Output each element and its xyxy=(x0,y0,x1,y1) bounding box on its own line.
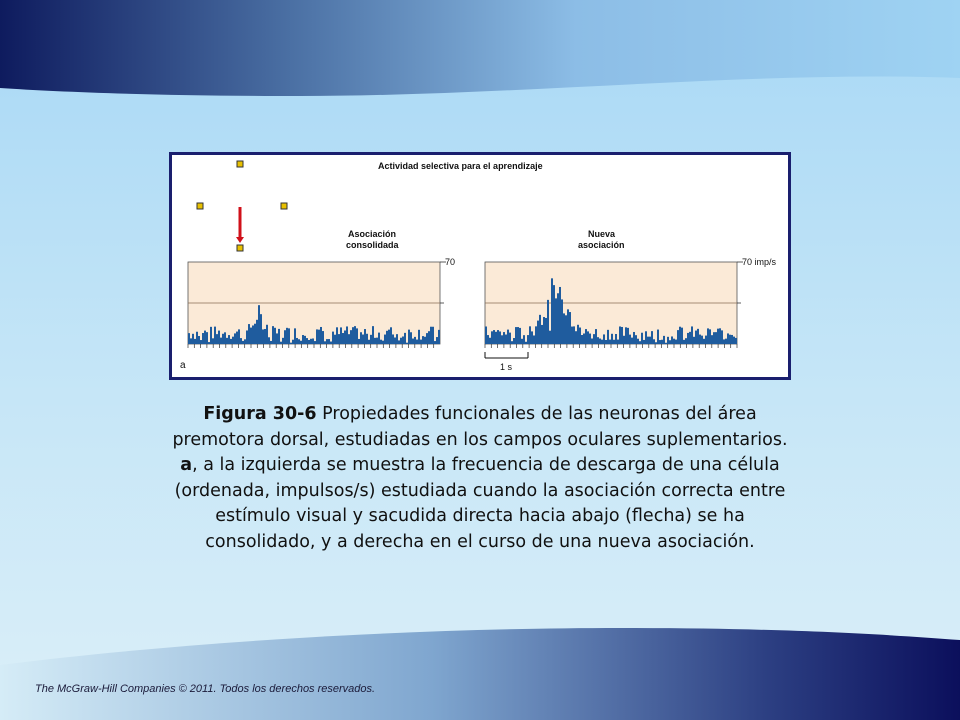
histogram-bar xyxy=(549,331,551,344)
histogram-bar xyxy=(713,332,715,344)
histogram-bar xyxy=(346,326,348,344)
histogram-bar xyxy=(400,338,402,344)
histogram-bar xyxy=(192,334,194,344)
histogram-bar xyxy=(252,325,254,344)
histogram-bar xyxy=(537,321,539,344)
histogram-bar xyxy=(489,338,491,344)
histogram-bar xyxy=(190,338,192,344)
histogram-bar xyxy=(270,341,272,344)
histogram-bar xyxy=(661,340,663,344)
histogram-bar xyxy=(523,335,525,344)
histogram-bar xyxy=(627,328,629,344)
histogram-bar xyxy=(501,335,503,344)
histogram-bar xyxy=(306,338,308,344)
histogram-bar xyxy=(709,329,711,344)
histogram-bar xyxy=(316,329,318,344)
histogram-bar xyxy=(268,337,270,344)
histogram-bar xyxy=(585,329,587,344)
histogram-bar xyxy=(659,340,661,344)
histogram-bar xyxy=(416,340,418,344)
histogram-bar xyxy=(705,336,707,344)
histogram-bar xyxy=(677,330,679,344)
histogram-bar xyxy=(328,339,330,344)
histogram-bar xyxy=(342,333,344,344)
histogram-bar xyxy=(222,334,224,344)
histogram-bar xyxy=(687,333,689,344)
histogram-bar xyxy=(603,334,605,344)
histogram-bar xyxy=(378,333,380,344)
histogram-bar xyxy=(332,332,334,344)
histogram-bar xyxy=(611,334,613,344)
histogram-bar xyxy=(657,330,659,344)
histogram-bar xyxy=(715,332,717,344)
histogram-bar xyxy=(278,329,280,344)
histogram-bar xyxy=(541,325,543,344)
histogram-bar xyxy=(497,330,499,344)
histogram-bar xyxy=(649,337,651,344)
figure-title: Actividad selectiva para el aprendizaje xyxy=(378,161,543,171)
histogram-bar xyxy=(683,340,685,344)
histogram-bar xyxy=(290,343,292,344)
histogram-bar xyxy=(398,340,400,344)
histogram-bar xyxy=(539,315,541,344)
histogram-bar xyxy=(338,334,340,344)
histogram-bar xyxy=(216,334,218,344)
histogram-bar xyxy=(519,328,521,344)
copyright-footer: The McGraw-Hill Companies © 2011. Todos los derechos reservados. xyxy=(35,683,376,695)
histogram-bar xyxy=(294,328,296,344)
histogram-bar xyxy=(224,332,226,344)
histogram-bar xyxy=(587,331,589,344)
histogram-bar xyxy=(366,334,368,344)
histogram-bar xyxy=(495,332,497,344)
target-left-icon xyxy=(197,203,203,209)
histogram-bar xyxy=(376,338,378,344)
target-right-icon xyxy=(281,203,287,209)
histogram-bar xyxy=(232,337,234,344)
histogram-bar xyxy=(599,339,601,344)
histogram-bar xyxy=(282,338,284,344)
histogram-bar xyxy=(336,327,338,344)
histogram-bar xyxy=(655,342,657,344)
histogram-bar xyxy=(424,337,426,344)
histogram-bar xyxy=(727,333,729,344)
histogram-bar xyxy=(733,337,735,344)
histogram-bar xyxy=(629,335,631,344)
histogram-bar xyxy=(615,334,617,344)
histogram-bar xyxy=(563,313,565,344)
histogram-bar xyxy=(493,330,495,344)
histogram-bar xyxy=(426,333,428,344)
left-label-1: Asociación xyxy=(348,229,397,239)
histogram-bar xyxy=(721,330,723,344)
histogram-bar xyxy=(725,339,727,344)
histogram-bar xyxy=(503,332,505,344)
histogram-bar xyxy=(228,335,230,344)
histogram-bar xyxy=(667,337,669,344)
histogram-bar xyxy=(515,327,517,344)
histogram-bar xyxy=(533,335,535,344)
histogram-bar xyxy=(691,326,693,344)
histogram-bar xyxy=(410,332,412,344)
histogram-bar xyxy=(613,340,615,344)
histogram-bar xyxy=(354,326,356,344)
histogram-bar xyxy=(360,332,362,344)
time-ticks xyxy=(188,344,737,348)
neuron-histogram-figure xyxy=(172,155,788,377)
histogram-bar xyxy=(517,327,519,344)
histogram-bar xyxy=(358,339,360,344)
histogram-bar xyxy=(412,339,414,344)
histogram-bar xyxy=(382,341,384,344)
histogram-bar xyxy=(573,326,575,344)
histogram-bar xyxy=(296,338,298,344)
histogram-bar xyxy=(735,338,737,344)
histogram-bar xyxy=(491,331,493,344)
histogram-bar xyxy=(565,315,567,344)
histogram-bar xyxy=(693,337,695,344)
histogram-bar xyxy=(653,339,655,344)
histogram-bar xyxy=(214,327,216,344)
histogram-bar xyxy=(246,330,248,344)
histogram-bar xyxy=(607,330,609,344)
histogram-bar xyxy=(663,336,665,344)
histogram-bar xyxy=(334,335,336,344)
histogram-bar xyxy=(707,328,709,344)
histogram-bar xyxy=(569,312,571,344)
histogram-bar xyxy=(284,330,286,344)
histogram-bar xyxy=(521,339,523,344)
histogram-bar xyxy=(595,329,597,344)
histogram-bar xyxy=(703,339,705,344)
histogram-bar xyxy=(372,326,374,344)
histogram-bar xyxy=(368,340,370,344)
histogram-bar xyxy=(621,327,623,344)
histogram-bar xyxy=(390,327,392,344)
right-label-2: asociación xyxy=(578,240,625,250)
histogram-bar xyxy=(555,298,557,344)
histogram-bar xyxy=(641,333,643,344)
histogram-bar xyxy=(593,334,595,344)
histogram-bar xyxy=(695,331,697,344)
histogram-bar xyxy=(645,331,647,344)
histogram-bar xyxy=(200,340,202,344)
histogram-bar xyxy=(348,334,350,344)
caption-text-2: , a la izquierda se muestra la frecuencia de descarga de una célula (ordenada, impulsos/s) estudiada cuando la asociación correcta entre estímulo visual y sacudida directa hacia abajo (flecha) se ha consolidado, y a derecha en el curso de una nueva asociación. xyxy=(174,455,786,552)
histogram-bar xyxy=(264,329,266,344)
histogram-bar xyxy=(212,338,214,344)
histogram-bar xyxy=(434,341,436,344)
histogram-bar xyxy=(238,329,240,344)
histogram-bar xyxy=(204,331,206,344)
histogram-bar xyxy=(260,314,262,344)
histogram-bar xyxy=(248,324,250,344)
histogram-bar xyxy=(194,339,196,344)
histogram-bar xyxy=(513,338,515,344)
histogram-bar xyxy=(300,341,302,344)
histogram-bar xyxy=(631,338,633,344)
histogram-bar xyxy=(188,333,190,344)
histogram-bar xyxy=(579,328,581,344)
histogram-bar xyxy=(322,331,324,344)
histogram-bar xyxy=(583,333,585,344)
histogram-bar xyxy=(719,328,721,344)
histogram-bar xyxy=(597,337,599,344)
histogram-bar xyxy=(637,339,639,344)
histogram-bar xyxy=(202,333,204,344)
histogram-bar xyxy=(388,330,390,344)
histogram-bar xyxy=(589,334,591,344)
histogram-bar xyxy=(274,328,276,344)
histogram-bar xyxy=(242,341,244,344)
histogram-bar xyxy=(671,336,673,344)
histogram-bar xyxy=(280,342,282,344)
histogram-bar xyxy=(230,339,232,344)
histogram-bar xyxy=(697,329,699,344)
histogram-bar xyxy=(254,324,256,344)
histogram-bar xyxy=(701,336,703,344)
figure-caption xyxy=(168,402,792,556)
histogram-bar xyxy=(420,340,422,344)
histogram-bar xyxy=(669,340,671,344)
histogram-bar xyxy=(402,336,404,344)
histogram-bar xyxy=(312,338,314,344)
histogram-bar xyxy=(380,340,382,344)
histogram-bar xyxy=(577,325,579,344)
histogram-bar xyxy=(206,332,208,344)
histogram-bar xyxy=(591,339,593,344)
left-label-2: consolidada xyxy=(346,240,399,250)
histogram-bar xyxy=(633,332,635,344)
histogram-bar xyxy=(545,318,547,344)
histogram-bar xyxy=(651,331,653,344)
histogram-bar xyxy=(330,342,332,344)
histogram-bar xyxy=(679,327,681,344)
histogram-bar xyxy=(262,329,264,344)
histogram-bar xyxy=(609,340,611,344)
histogram-bar xyxy=(717,329,719,344)
histogram-bar xyxy=(432,327,434,344)
right-label-1: Nueva xyxy=(588,229,616,239)
histogram-bar xyxy=(220,338,222,344)
histogram-bar xyxy=(681,328,683,344)
histogram-bar xyxy=(198,336,200,344)
histogram-bar xyxy=(557,293,559,344)
histogram-bar xyxy=(699,335,701,344)
histogram-bar xyxy=(527,335,529,344)
histogram-bar xyxy=(286,328,288,344)
right-scale-label: 70 imp/s xyxy=(742,257,777,267)
panel-letter: a xyxy=(180,360,186,371)
histogram-bar xyxy=(675,340,677,344)
histogram-bar xyxy=(392,334,394,344)
histogram-bar xyxy=(340,327,342,344)
histogram-bar xyxy=(356,328,358,344)
histogram-bar xyxy=(511,341,513,344)
histogram-bar xyxy=(318,330,320,344)
histogram-bar xyxy=(485,326,487,344)
histogram-bar xyxy=(326,339,328,344)
histogram-bar xyxy=(543,317,545,344)
histogram-bar xyxy=(575,331,577,344)
histogram-bar xyxy=(308,340,310,344)
histogram-bar xyxy=(350,330,352,344)
figure-panel xyxy=(169,152,791,380)
histogram-bar xyxy=(665,343,667,344)
histogram-bar xyxy=(619,326,621,344)
histogram-bar xyxy=(314,341,316,344)
histogram-bar xyxy=(364,329,366,344)
histogram-bar xyxy=(561,299,563,344)
histogram-bar xyxy=(635,335,637,344)
histogram-bar xyxy=(344,331,346,344)
histogram-bar xyxy=(647,337,649,344)
histogram-bar xyxy=(731,335,733,344)
caption-figure-label: Figura 30-6 xyxy=(203,404,317,424)
histogram-bar xyxy=(509,333,511,344)
histogram-bar xyxy=(601,340,603,344)
left-scale-label: 70 xyxy=(445,257,456,267)
histogram-bar xyxy=(689,332,691,344)
caption-panel-ref: a xyxy=(180,455,193,476)
histogram-bar xyxy=(396,334,398,344)
histogram-bar xyxy=(208,342,210,344)
histogram-bar xyxy=(639,341,641,344)
caption-text-1: Propiedades funcionales de las neuronas del área premotora dorsal, estudiadas en los campos oculares suplementarios. xyxy=(172,404,788,450)
histogram-bar xyxy=(673,339,675,344)
histogram-bar xyxy=(272,326,274,344)
histogram-bar xyxy=(310,339,312,344)
histogram-bar xyxy=(292,340,294,344)
histogram-bar xyxy=(605,340,607,344)
histogram-bar xyxy=(505,335,507,344)
histogram-bar xyxy=(567,309,569,344)
histogram-bar xyxy=(581,335,583,344)
histogram-bar xyxy=(384,335,386,344)
histogram-bar xyxy=(507,330,509,344)
histogram-bar xyxy=(531,331,533,344)
histogram-bar xyxy=(430,327,432,344)
histogram-bar xyxy=(250,328,252,344)
histogram-bar xyxy=(428,331,430,344)
histogram-bar xyxy=(256,320,258,344)
histogram-bar xyxy=(553,285,555,344)
target-top-icon xyxy=(237,161,243,167)
histogram-bar xyxy=(499,331,501,344)
histogram-bar xyxy=(525,342,527,344)
histogram-bar xyxy=(258,305,260,344)
histogram-bar xyxy=(406,343,408,344)
histogram-bar xyxy=(723,339,725,344)
histogram-bar xyxy=(559,287,561,344)
histogram-bar xyxy=(414,337,416,344)
histogram-bar xyxy=(298,339,300,344)
histogram-bar xyxy=(236,332,238,344)
histogram-bar xyxy=(404,333,406,344)
histogram-bar xyxy=(729,335,731,344)
histogram-bar xyxy=(438,330,440,344)
histogram-bar xyxy=(302,335,304,344)
histogram-bar xyxy=(394,338,396,344)
histogram-bar xyxy=(623,336,625,344)
histogram-bar xyxy=(685,338,687,344)
histogram-bar xyxy=(374,338,376,344)
histogram-bar xyxy=(436,337,438,344)
histogram-bar xyxy=(218,331,220,344)
histogram-bar xyxy=(625,327,627,344)
histogram-bar xyxy=(418,330,420,344)
histogram-bar xyxy=(240,338,242,344)
histogram-bar xyxy=(386,331,388,344)
histogram-bar xyxy=(571,327,573,344)
histogram-bar xyxy=(352,327,354,344)
histogram-bar xyxy=(551,278,553,344)
histogram-bar xyxy=(535,326,537,344)
histogram-bar xyxy=(324,341,326,344)
histogram-bar xyxy=(304,336,306,344)
histogram-bar xyxy=(266,325,268,344)
histogram-bar xyxy=(643,340,645,344)
histogram-bar xyxy=(422,336,424,344)
time-bar-label: 1 s xyxy=(500,362,513,372)
histogram-bar xyxy=(408,330,410,344)
histogram-bar xyxy=(196,332,198,344)
histogram-bar xyxy=(711,335,713,344)
histogram-bar xyxy=(547,300,549,344)
histogram-bar xyxy=(529,326,531,344)
histogram-bar xyxy=(487,335,489,344)
histogram-bar xyxy=(210,327,212,344)
histogram-bar xyxy=(288,328,290,344)
histogram-bar xyxy=(234,333,236,344)
histogram-bar xyxy=(320,327,322,344)
target-bottom-icon xyxy=(237,245,243,251)
histogram-bar xyxy=(276,333,278,344)
histogram-bar xyxy=(226,338,228,344)
histogram-bar xyxy=(244,339,246,344)
histogram-bar xyxy=(370,335,372,344)
histogram-bar xyxy=(617,340,619,344)
histogram-bar xyxy=(362,335,364,344)
